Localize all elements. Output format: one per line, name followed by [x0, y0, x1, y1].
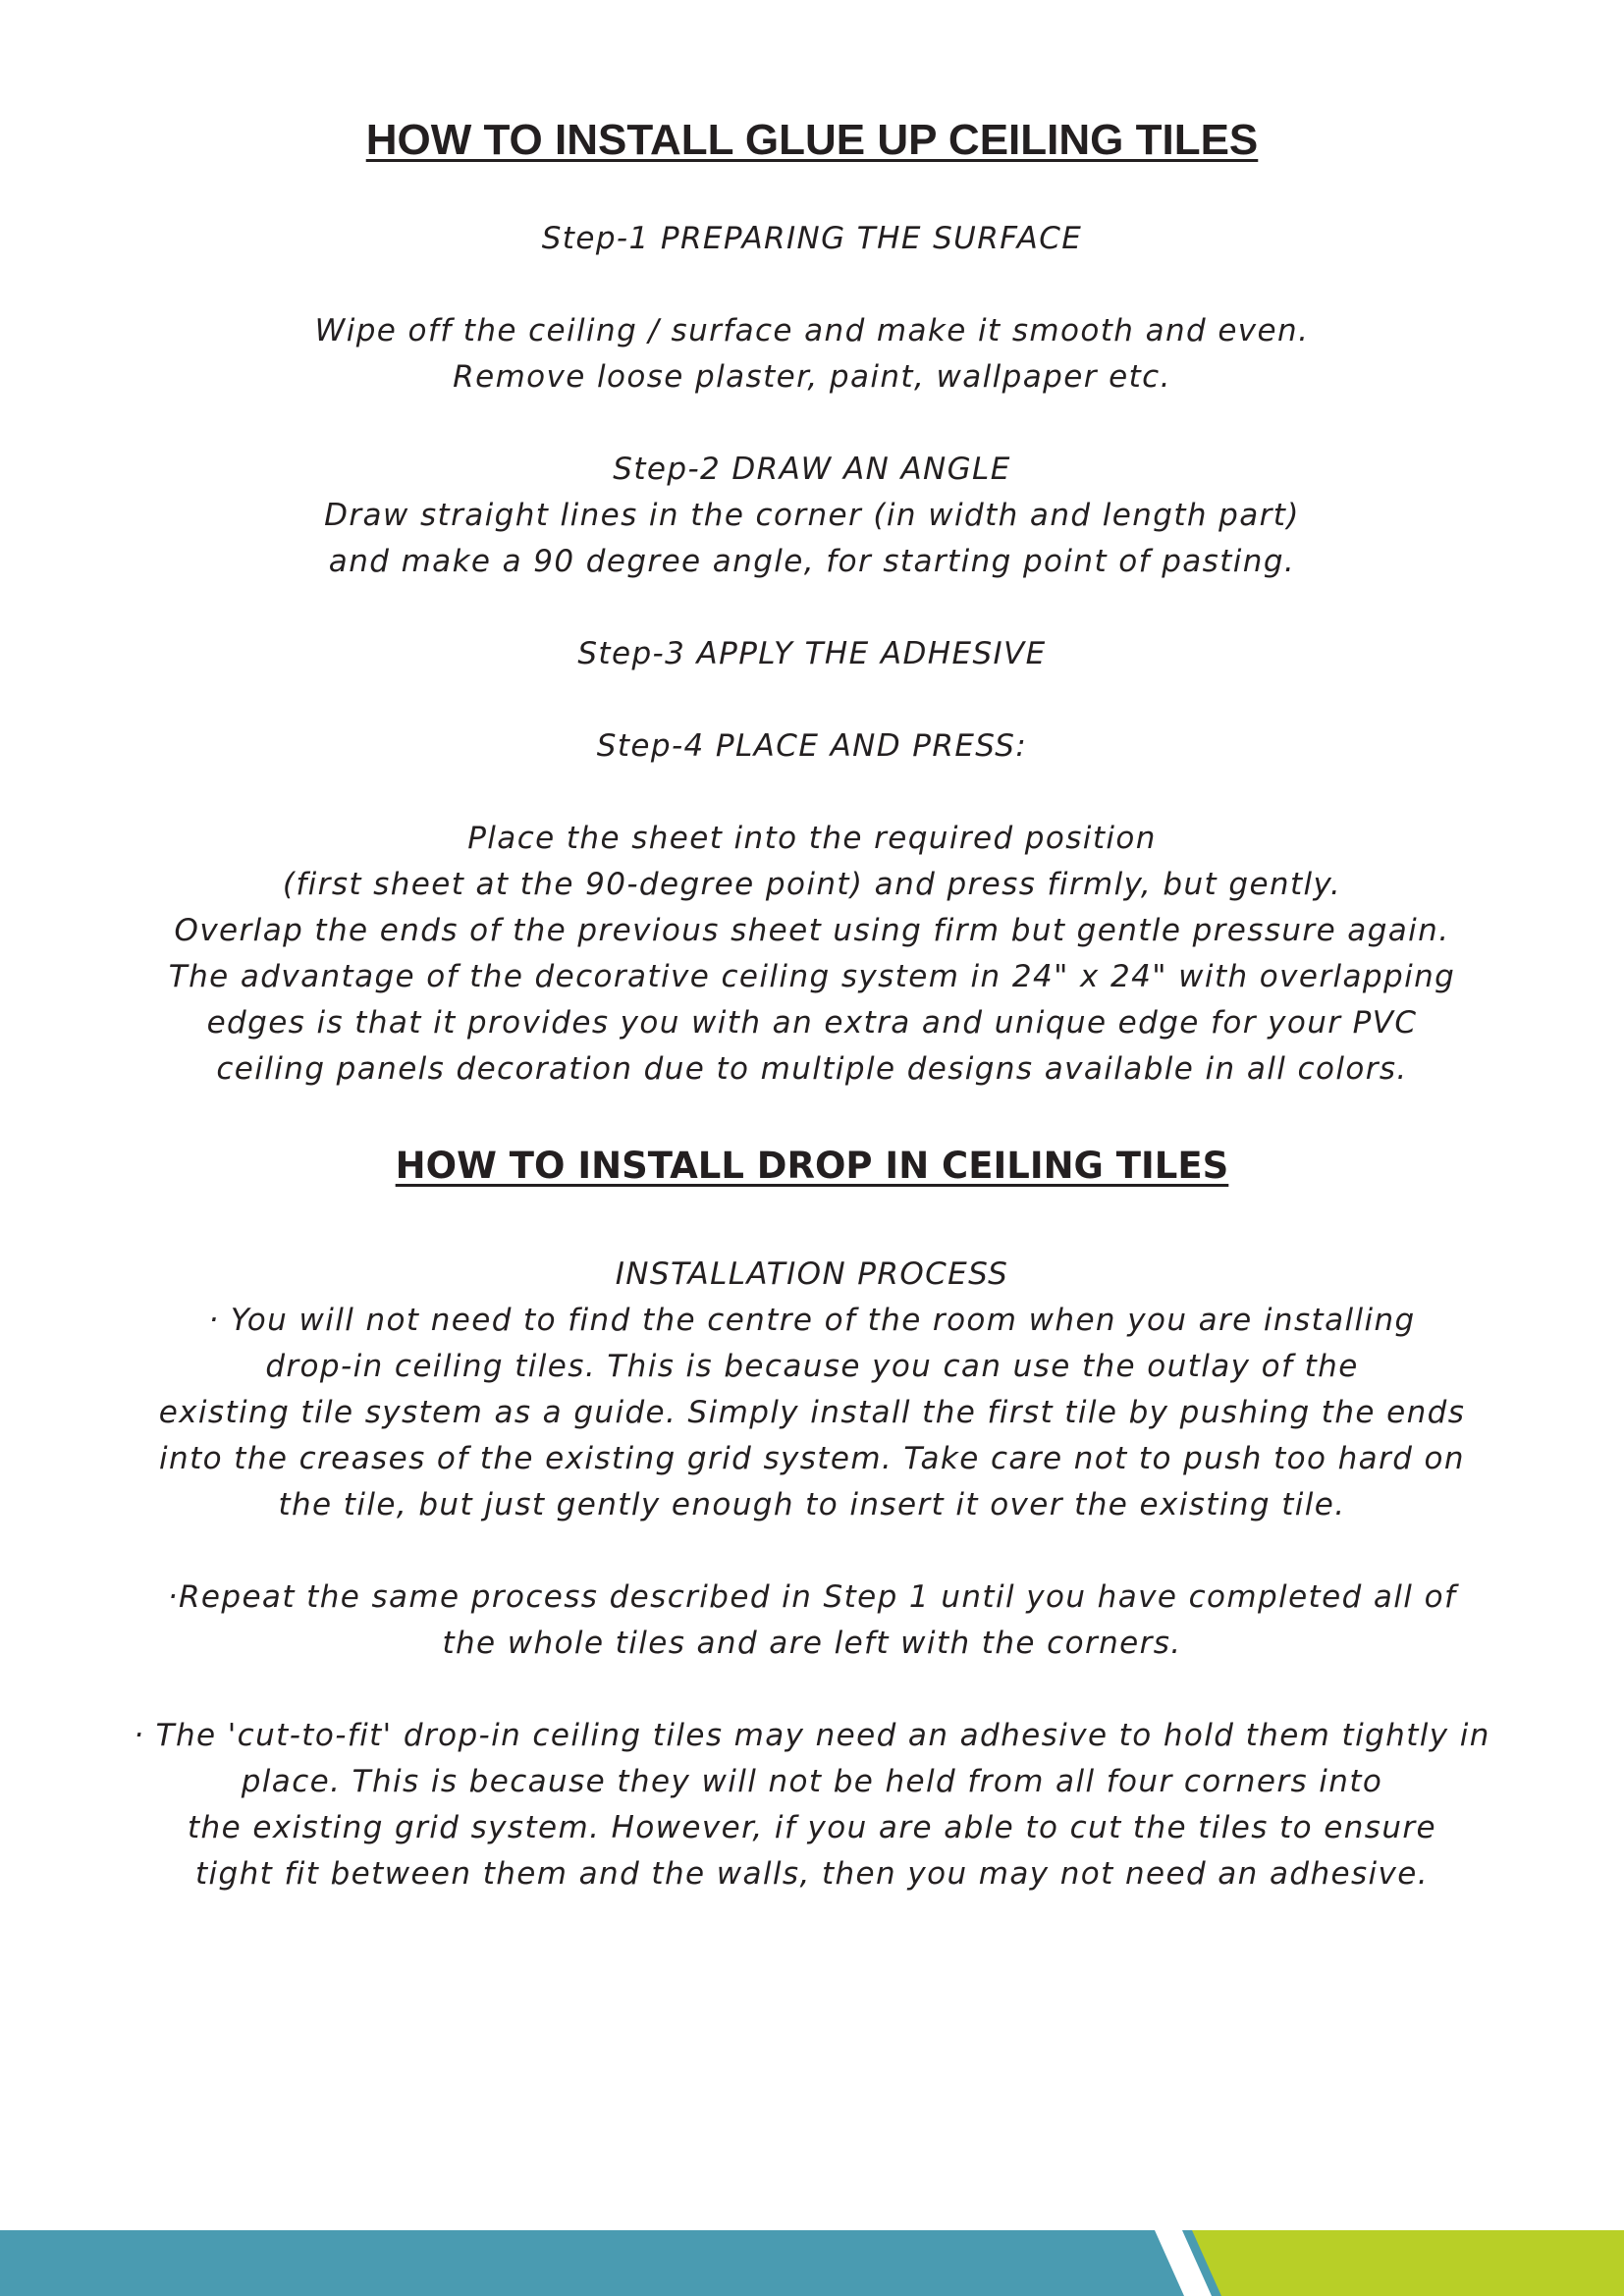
para1-line-4: into the creases of the existing grid system. Take care not to push too hard on — [159, 1441, 1465, 1476]
step3-heading: Step-3 APPLY THE ADHESIVE — [577, 636, 1047, 671]
installation-process-heading: INSTALLATION PROCESS — [615, 1256, 1009, 1292]
drop-in-title: HOW TO INSTALL DROP IN CEILING TILES — [395, 1145, 1229, 1187]
step4-text-line-2: (first sheet at the 90-degree point) and press firmly, but gently. — [282, 867, 1342, 902]
step4-text-line-3: Overlap the ends of the previous sheet using firm but gentle pressure again. — [174, 913, 1450, 948]
para2-line-1: ·Repeat the same process described in Step 1 until you have completed all of — [167, 1579, 1457, 1615]
para3-line-2: place. This is because they will not be held from all four corners into — [241, 1764, 1383, 1799]
para1-line-1: · You will not need to find the centre of the room when you are installing — [208, 1303, 1416, 1338]
step4-text-line-6: ceiling panels decoration due to multiple designs available in all colors. — [216, 1051, 1408, 1087]
para3-line-4: tight fit between them and the walls, then you may not need an adhesive. — [194, 1856, 1430, 1892]
step2-text-line-1: Draw straight lines in the corner (in width and length part) — [324, 498, 1300, 533]
step1-heading: Step-1 PREPARING THE SURFACE — [541, 221, 1083, 256]
para1-line-3: existing tile system as a guide. Simply install the first tile by pushing the ends — [158, 1395, 1466, 1430]
para3-line-1: · The 'cut-to-fit' drop-in ceiling tiles may need an adhesive to hold them tightly in — [134, 1718, 1490, 1753]
para1-line-5: the tile, but just gently enough to insert it over the existing tile. — [278, 1487, 1346, 1522]
step4-text-line-1: Place the sheet into the required position — [467, 821, 1157, 856]
step4-heading: Step-4 PLACE AND PRESS: — [596, 728, 1028, 764]
para2-line-2: the whole tiles and are left with the corners. — [442, 1626, 1182, 1661]
para1-line-2: drop-in ceiling tiles. This is because you can use the outlay of the — [265, 1349, 1359, 1384]
step4-text-line-4: The advantage of the decorative ceiling system in 24" x 24" with overlapping — [168, 959, 1456, 994]
para3-line-3: the existing grid system. However, if you are able to cut the tiles to ensure — [188, 1810, 1436, 1845]
step2-heading: Step-2 DRAW AN ANGLE — [613, 452, 1011, 487]
step2-text-line-2: and make a 90 degree angle, for starting point of pasting. — [328, 544, 1296, 579]
step1-text-line-1: Wipe off the ceiling / surface and make it smooth and even. — [314, 313, 1310, 348]
footer-green-band — [1153, 2230, 1624, 2296]
glue-up-title: HOW TO INSTALL GLUE UP CEILING TILES — [365, 116, 1259, 164]
step1-text-line-2: Remove loose plaster, paint, wallpaper etc. — [453, 359, 1171, 395]
step4-text-line-5: edges is that it provides you with an extra and unique edge for your PVC — [206, 1005, 1418, 1041]
